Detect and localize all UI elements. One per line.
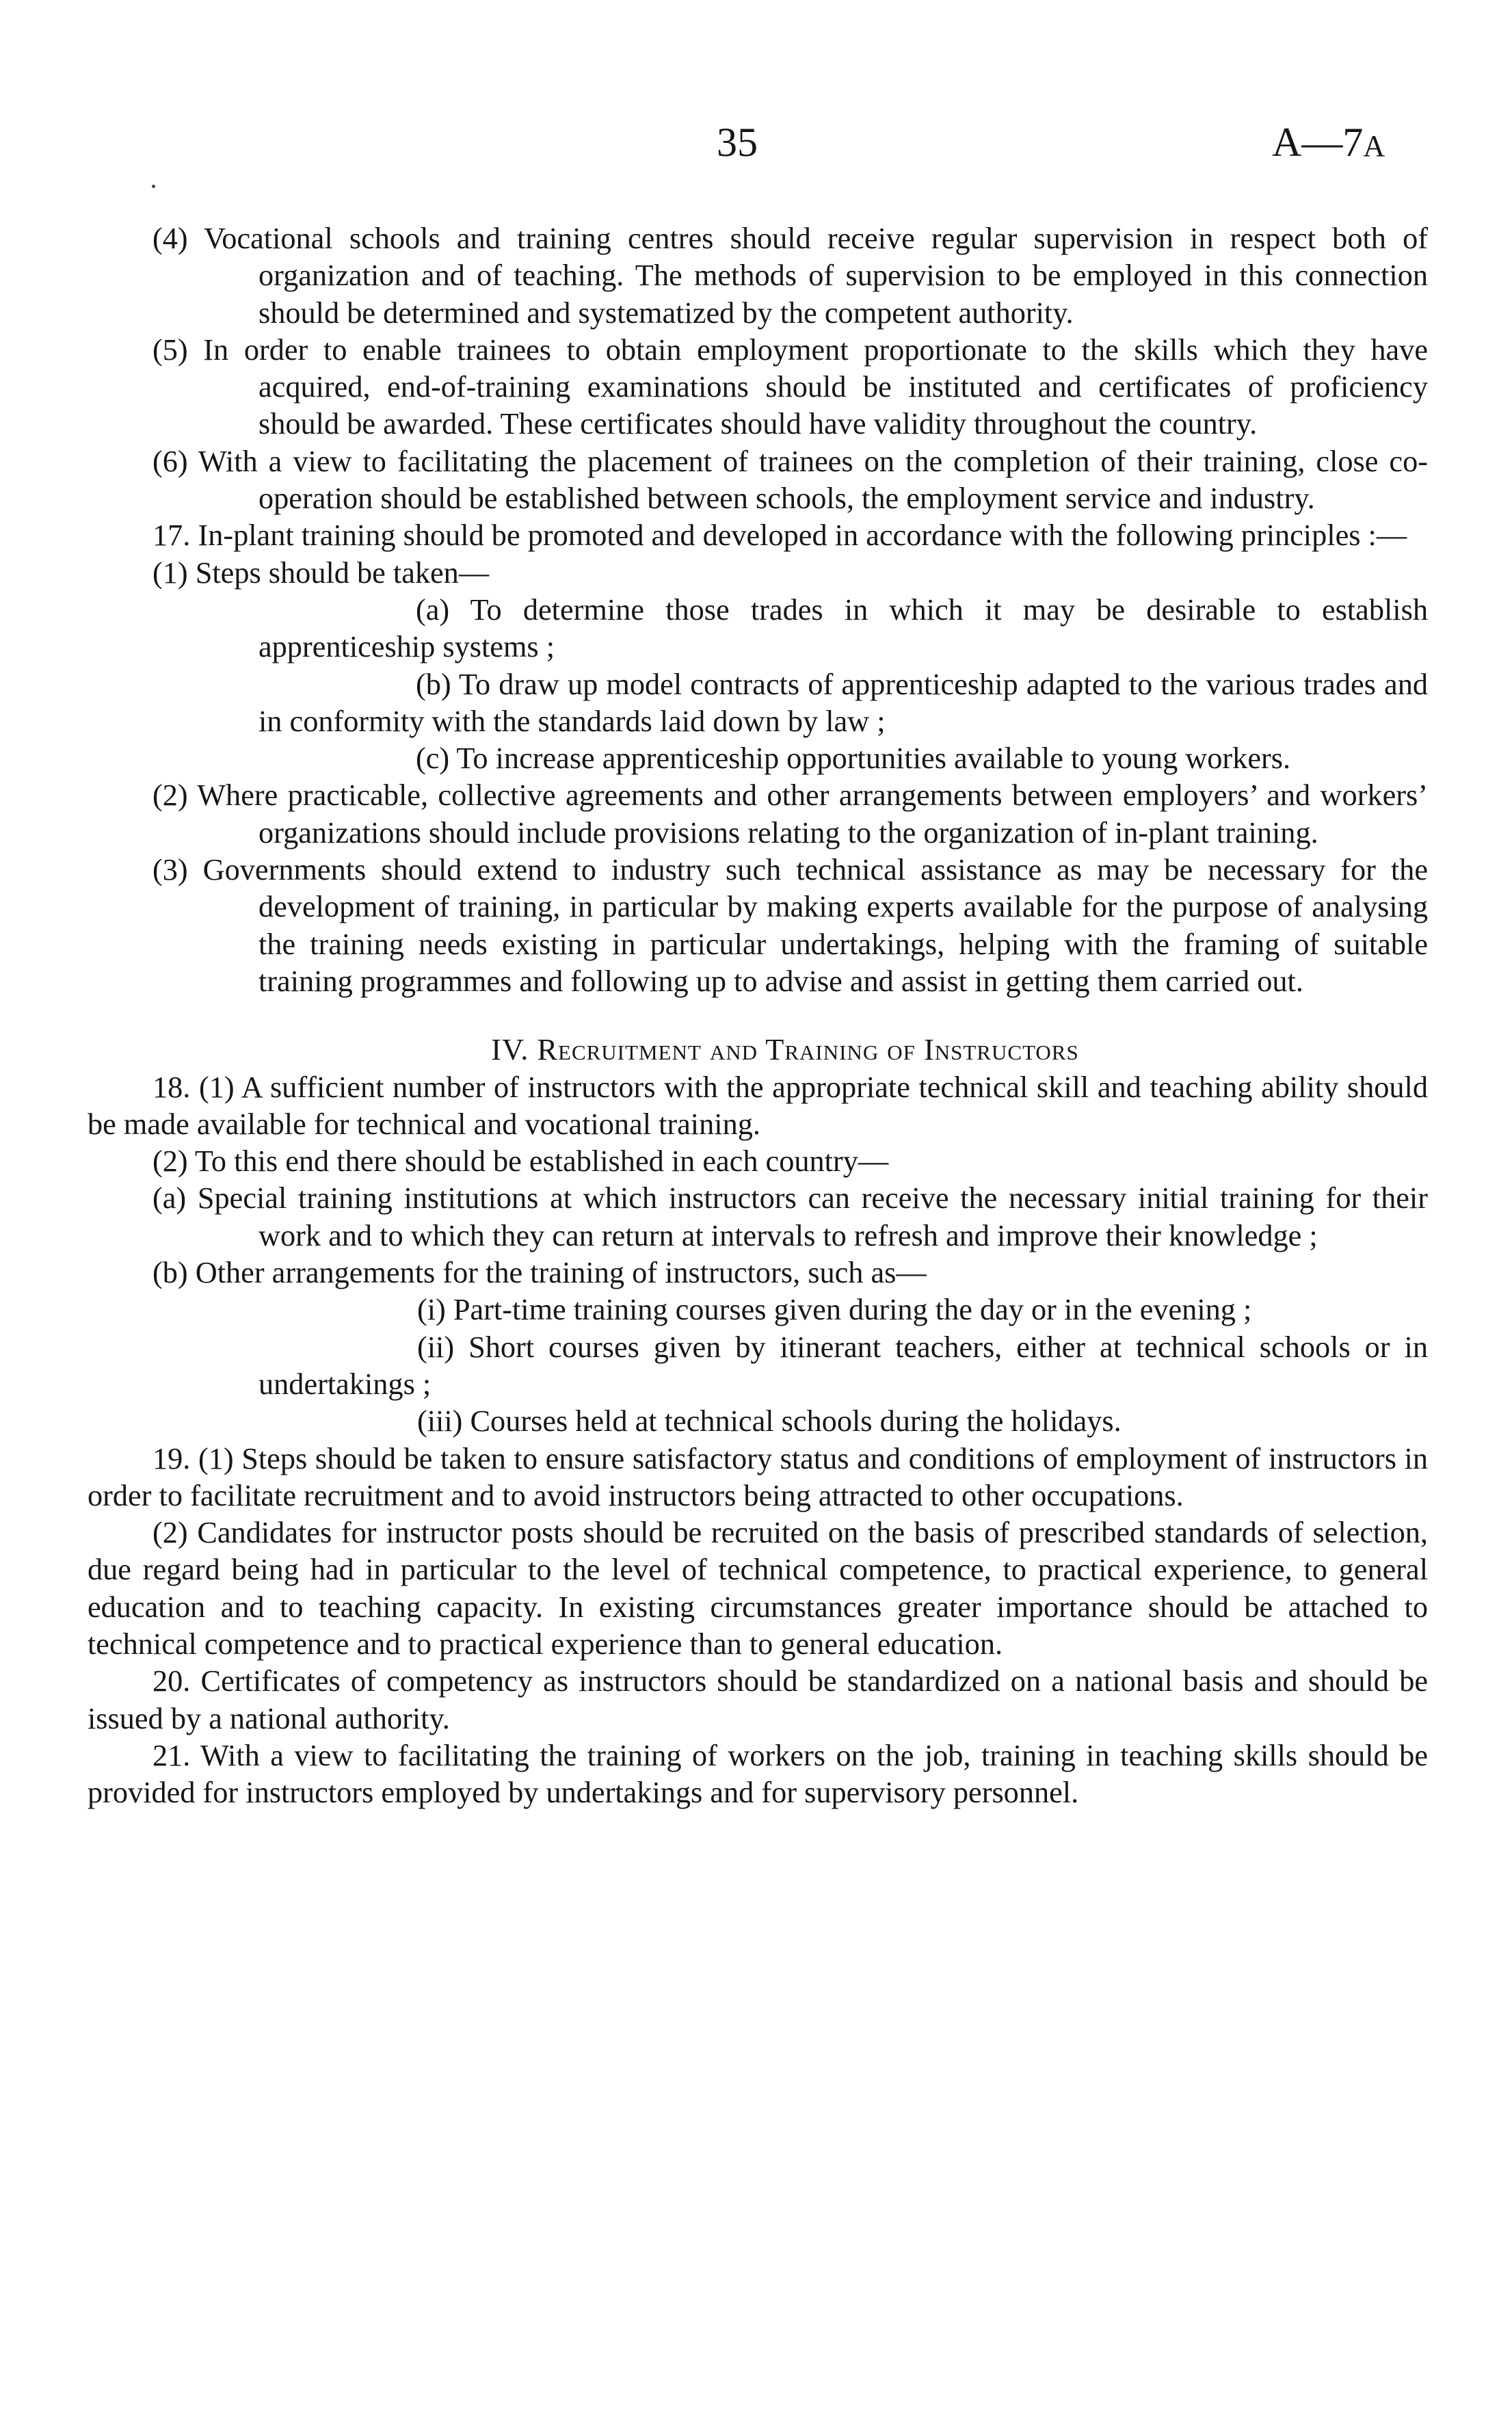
paragraph-18-1: 18. (1) A sufficient number of instructors with the appropriate technical skill and teaching ability should be made available for technical and vocational training. (88, 1070, 1428, 1141)
paragraph-17-1: (1) Steps should be taken— (152, 555, 490, 590)
document-body (88, 220, 1428, 1811)
paragraph-18-2-a: (a) Special training institutions at which instructors can receive the necessary initial training for their work and to which they can return at intervals to refresh and improve their knowledge ; (152, 1181, 1428, 1252)
paragraph-20: 20. Certificates of competency as instructors should be standardized on a national basis and should be issued by a national authority. (88, 1664, 1428, 1735)
page-number: 35 (717, 120, 758, 165)
section-heading: IV. Recruitment and Training of Instructors (491, 1033, 1079, 1067)
paragraph-18-2-b: (b) Other arrangements for the training of instructors, such as— (152, 1256, 927, 1290)
document-reference-main: A—7 (1272, 120, 1364, 165)
paragraph-16-6: (6) With a view to facilitating the placement of trainees on the completion of their training, close co-operation should be established between schools, the employment service and industry. (152, 444, 1428, 516)
print-speck (152, 185, 155, 188)
paragraph-21: 21. With a view to facilitating the training of workers on the job, training in teaching skills should be provided for instructors employed by undertakings and for supervisory personnel. (88, 1738, 1428, 1810)
paragraph-16-5: (5) In order to enable trainees to obtain employment proportionate to the skills which they have acquired, end-of-training examinations should be instituted and certificates of proficiency should be awarded. These certificates should have validity throughout the country. (152, 332, 1428, 441)
paragraph-19-1: 19. (1) Steps should be taken to ensure satisfactory status and conditions of employment of instructors in order to facilitate recruitment and to avoid instructors being attracted to other occupations. (88, 1441, 1428, 1512)
paragraph-17-2: (2) Where practicable, collective agreements and other arrangements between employers’ and workers’ organizations should include provisions relating to the organization of in-plant training. (152, 778, 1428, 850)
paragraph-16-4: (4) Vocational schools and training centres should receive regular supervision in respect both of organization and of teaching. The methods of supervision to be employed in this connection should be determined and systematized by the competent authority. (152, 222, 1428, 330)
document-reference-suffix: A (1363, 129, 1385, 163)
paragraph-17-1-c: (c) To increase apprenticeship opportunities available to young workers. (416, 741, 1291, 776)
paragraph-17-1-b: (b) To draw up model contracts of apprenticeship adapted to the various trades and in conformity with the standards laid down by law ; (258, 667, 1428, 738)
paragraph-17: 17. In-plant training should be promoted and developed in accordance with the following principles :— (152, 518, 1407, 553)
paragraph-19-2: (2) Candidates for instructor posts should be recruited on the basis of prescribed standards of selection, due regard being had in particular to the level of technical competence, to practical experience, to general education and to teaching capacity. In existing circumstances greater importance should be attached to technical competence and to practical experience than to general education. (88, 1516, 1428, 1661)
paragraph-18-2-b-iii: (iii) Courses held at technical schools during the holidays. (417, 1404, 1122, 1438)
paragraph-18-2: (2) To this end there should be established in each country— (152, 1144, 889, 1179)
paragraph-17-1-a: (a) To determine those trades in which it may be desirable to establish apprenticeship systems ; (258, 592, 1428, 664)
paragraph-18-2-b-i: (i) Part-time training courses given during the day or in the evening ; (417, 1293, 1252, 1327)
paragraph-18-2-b-ii: (ii) Short courses given by itinerant teachers, either at technical schools or in undertakings ; (258, 1330, 1428, 1401)
document-reference (1272, 122, 1385, 163)
paragraph-17-3: (3) Governments should extend to industry such technical assistance as may be necessary for the development of training, in particular by making experts available for the purpose of analysing the training needs existing in particular undertakings, helping with the framing of suitable training programmes and following up to advise and assist in getting them carried out. (152, 853, 1428, 998)
